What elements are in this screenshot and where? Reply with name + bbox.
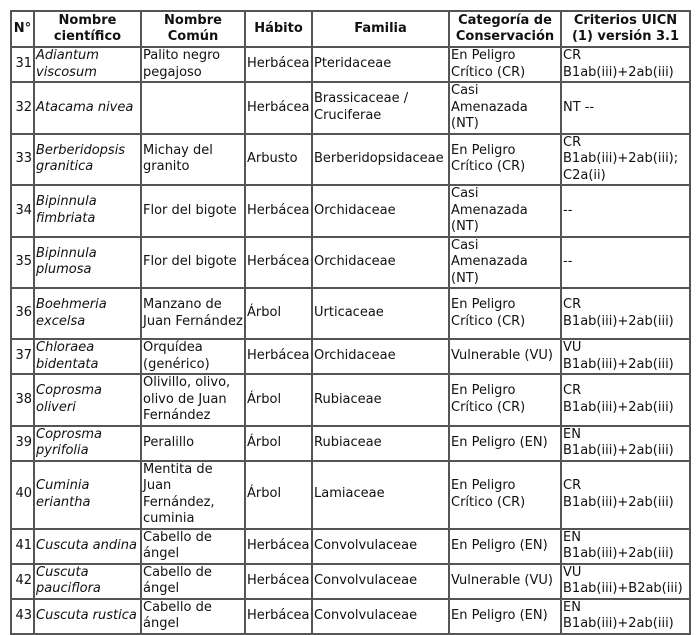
habit-cell: Herbácea [245,339,312,374]
conservation-category-cell: En Peligro (EN) [449,426,561,461]
header-scientific-name: Nombre científico [34,11,141,47]
scientific-name-cell: Bipinnula fimbriata [34,185,141,237]
conservation-category-cell: En Peligro Crítico (CR) [449,288,561,339]
scientific-name-cell: Cuscuta pauciflora [34,564,141,599]
conservation-category-cell: Vulnerable (VU) [449,564,561,599]
row-number-cell: 40 [11,461,34,529]
iucn-criteria-cell: CR B1ab(iii)+2ab(iii) [561,461,690,529]
habit-cell: Árbol [245,426,312,461]
habit-cell: Herbácea [245,564,312,599]
common-name-cell: Flor del bigote [141,185,245,237]
common-name-cell: Manzano de Juan Fernández [141,288,245,339]
iucn-criteria-cell: CR B1ab(iii)+2ab(iii) [561,288,690,339]
conservation-category-cell: Casi Amenazada (NT) [449,82,561,134]
habit-cell: Herbácea [245,185,312,237]
habit-cell: Árbol [245,461,312,529]
header-criteria: Criterios UICN (1) versión 3.1 [561,11,690,47]
habit-cell: Arbusto [245,134,312,186]
row-number-cell: 38 [11,374,34,426]
common-name-cell: Flor del bigote [141,237,245,289]
row-number-cell: 35 [11,237,34,289]
row-number-cell: 33 [11,134,34,186]
header-common-name: Nombre Común [141,11,245,47]
table-row [11,461,690,529]
iucn-criteria-cell: EN B1ab(iii)+2ab(iii) [561,426,690,461]
iucn-criteria-cell: VU B1ab(iii)+2ab(iii) [561,339,690,374]
table-row [11,237,690,289]
header-habit: Hábito [245,11,312,47]
table-row [11,599,690,634]
habit-cell: Herbácea [245,237,312,289]
common-name-cell [141,82,245,134]
header-row [11,11,690,47]
iucn-criteria-cell: CR B1ab(iii)+2ab(iii); C2a(ii) [561,134,690,186]
table-row [11,47,690,82]
table-row [11,288,690,339]
iucn-criteria-cell: -- [561,237,690,289]
table-row [11,426,690,461]
habit-cell: Árbol [245,288,312,339]
row-number-cell: 36 [11,288,34,339]
table-row [11,134,690,186]
common-name-cell: Peralillo [141,426,245,461]
scientific-name-cell: Cuminia eriantha [34,461,141,529]
iucn-criteria-cell: VU B1ab(iii)+B2ab(iii) [561,564,690,599]
habit-cell: Herbácea [245,599,312,634]
family-cell: Berberidopsidaceae [312,134,449,186]
table-row [11,82,690,134]
common-name-cell: Cabello de ángel [141,529,245,564]
header-category: Categoría de Conservación [449,11,561,47]
habit-cell: Herbácea [245,47,312,82]
family-cell: Lamiaceae [312,461,449,529]
conservation-category-cell: En Peligro Crítico (CR) [449,134,561,186]
scientific-name-cell: Adiantum viscosum [34,47,141,82]
iucn-criteria-cell: CR B1ab(iii)+2ab(iii) [561,374,690,426]
conservation-category-cell: Casi Amenazada (NT) [449,237,561,289]
habit-cell: Herbácea [245,529,312,564]
habit-cell: Herbácea [245,82,312,134]
table-row [11,185,690,237]
row-number-cell: 39 [11,426,34,461]
common-name-cell: Cabello de ángel [141,599,245,634]
iucn-criteria-cell: EN B1ab(iii)+2ab(iii) [561,599,690,634]
conservation-category-cell: En Peligro (EN) [449,529,561,564]
table-row [11,529,690,564]
scientific-name-cell: Bipinnula plumosa [34,237,141,289]
family-cell: Orchidaceae [312,237,449,289]
common-name-cell: Olivillo, olivo, olivo de Juan Fernández [141,374,245,426]
family-cell: Convolvulaceae [312,599,449,634]
species-table [10,10,691,635]
conservation-category-cell: En Peligro Crítico (CR) [449,461,561,529]
header-family: Familia [312,11,449,47]
common-name-cell: Mentita de Juan Fernández, cuminia [141,461,245,529]
scientific-name-cell: Cuscuta rustica [34,599,141,634]
iucn-criteria-cell: EN B1ab(iii)+2ab(iii) [561,529,690,564]
conservation-category-cell: Vulnerable (VU) [449,339,561,374]
row-number-cell: 41 [11,529,34,564]
scientific-name-cell: Boehmeria excelsa [34,288,141,339]
family-cell: Convolvulaceae [312,564,449,599]
scientific-name-cell: Coprosma pyrifolia [34,426,141,461]
scientific-name-cell: Chloraea bidentata [34,339,141,374]
table-row [11,564,690,599]
iucn-criteria-cell: CR B1ab(iii)+2ab(iii) [561,47,690,82]
family-cell: Urticaceae [312,288,449,339]
table-row [11,339,690,374]
iucn-criteria-cell: -- [561,185,690,237]
scientific-name-cell: Cuscuta andina [34,529,141,564]
row-number-cell: 31 [11,47,34,82]
row-number-cell: 42 [11,564,34,599]
row-number-cell: 37 [11,339,34,374]
row-number-cell: 43 [11,599,34,634]
common-name-cell: Palito negro pegajoso [141,47,245,82]
iucn-criteria-cell: NT -- [561,82,690,134]
common-name-cell: Cabello de ángel [141,564,245,599]
family-cell: Orchidaceae [312,185,449,237]
table-row [11,374,690,426]
conservation-category-cell: En Peligro (EN) [449,599,561,634]
family-cell: Rubiaceae [312,374,449,426]
row-number-cell: 34 [11,185,34,237]
family-cell: Rubiaceae [312,426,449,461]
family-cell: Brassicaceae / Cruciferae [312,82,449,134]
family-cell: Pteridaceae [312,47,449,82]
common-name-cell: Michay del granito [141,134,245,186]
habit-cell: Árbol [245,374,312,426]
scientific-name-cell: Coprosma oliveri [34,374,141,426]
common-name-cell: Orquídea (genérico) [141,339,245,374]
conservation-category-cell: En Peligro Crítico (CR) [449,374,561,426]
family-cell: Convolvulaceae [312,529,449,564]
header-number: N° [11,11,34,47]
scientific-name-cell: Atacama nivea [34,82,141,134]
scientific-name-cell: Berberidopsis granitica [34,134,141,186]
conservation-category-cell: Casi Amenazada (NT) [449,185,561,237]
family-cell: Orchidaceae [312,339,449,374]
row-number-cell: 32 [11,82,34,134]
conservation-category-cell: En Peligro Crítico (CR) [449,47,561,82]
